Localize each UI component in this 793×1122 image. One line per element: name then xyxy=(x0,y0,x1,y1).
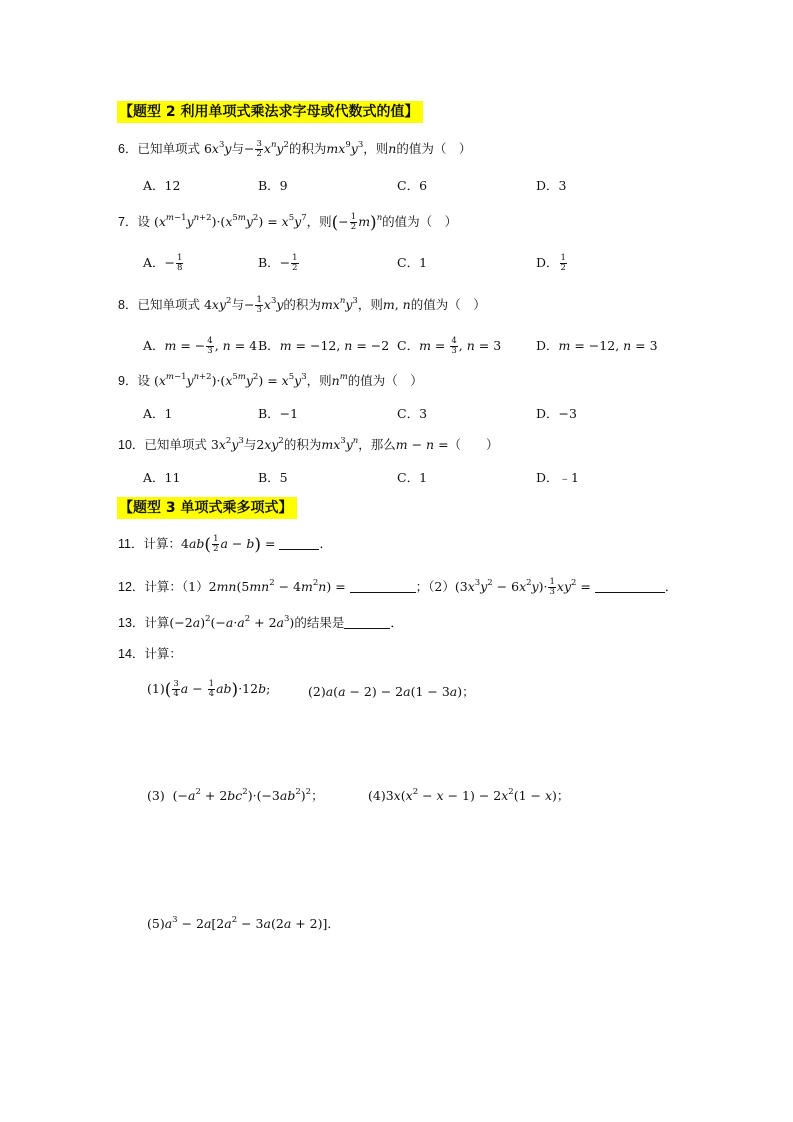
option-d[interactable]: D．m = −12, n = 3 xyxy=(536,338,658,353)
question-9: 9．设 $(x^{m-1}y^{n+2})\cdot(x^{5m}y^2) = x^5y^3$，则$n^m$的值为（ ） xyxy=(118,372,423,388)
question-14 xyxy=(118,645,182,663)
question-text: 的值为（ ） xyxy=(347,373,423,388)
question-text: 的值为（ ） xyxy=(382,214,458,229)
question-text: ，则 xyxy=(306,214,332,229)
question-text: 计算：（1） xyxy=(144,579,209,594)
question-text: （ ） xyxy=(448,437,499,452)
option-c[interactable]: C．3 xyxy=(397,406,428,421)
question-text: 设 xyxy=(137,373,150,388)
subproblem-5: $(5)a^3 - 2a[2a^2 - 3a(2a + 2)]$． xyxy=(147,915,340,931)
section-heading-3: 【题型 3 单项式乘多项式】 xyxy=(117,497,297,519)
option-a[interactable]: A．1 xyxy=(143,406,173,421)
subproblem-label: (5) xyxy=(147,916,165,931)
question-text: 计算 xyxy=(144,615,170,630)
question-text: 的值为（ ） xyxy=(410,297,486,312)
option-a[interactable]: A．11 xyxy=(143,470,181,485)
option-c[interactable]: C．m = $\frac{4}{3}$ , n = 3 xyxy=(397,336,502,356)
question-number: 9． xyxy=(118,374,138,388)
question-text: 设 xyxy=(137,214,150,229)
option-d[interactable]: D．﹣1 xyxy=(536,470,579,485)
subproblem-label: (4) xyxy=(368,788,386,803)
option-b[interactable]: B．− $\frac{1}{2}$ xyxy=(258,253,298,273)
subproblem-4: $(4)3x(x^2 - x - 1) - 2x^2(1 - x)$； xyxy=(368,787,570,803)
question-number: 8． xyxy=(118,298,138,312)
subproblem-label: (2) xyxy=(308,684,326,699)
question-text: ，则 xyxy=(363,141,389,156)
answer-blank[interactable] xyxy=(279,537,319,550)
question-number: 13． xyxy=(118,616,145,630)
question-text: 的积为 xyxy=(288,141,327,156)
question-text: 与 xyxy=(243,437,257,452)
option-b[interactable]: B．−1 xyxy=(258,406,299,421)
option-c[interactable]: C．1 xyxy=(397,255,428,270)
question-text: 已知单项式 xyxy=(144,437,207,452)
question-12: 12．计算：$(1)2mn(5mn^2 - 4m^2n)$ = ；$(2)(3x^3y^2 - 6x^2y)\cdot$ $\frac{1}{3}$ $xy^2$ = ． xyxy=(118,577,678,597)
question-number: 10． xyxy=(118,438,145,452)
option-b[interactable]: B．m = −12, n = −2 xyxy=(258,338,390,353)
option-c[interactable]: C．6 xyxy=(397,178,428,193)
question-11: 11．计算：4ab( $\frac{1}{2}$ a − b) = ． xyxy=(118,534,332,555)
question-6: 6．已知单项式 $6x^3y$与− $\frac{3}{2}$ $x^ny^2$的积为$mx^9y^3$，则n的值为（ ） xyxy=(118,139,472,159)
subproblem-3: (3) $(-a^2 + 2bc^2)\cdot(-3ab^2)^2$； xyxy=(147,787,324,803)
section-heading-2: 【题型 2 利用单项式乘法求字母或代数式的值】 xyxy=(117,101,423,123)
answer-blank[interactable] xyxy=(350,580,416,593)
question-10: 10．已知单项式 $3x^2y^3$与$2xy^2$的积为$mx^3y^n$，那么m − n =（ ） xyxy=(118,436,499,452)
subproblem-1: (1)( $\frac{3}{4}$ a − $\frac{1}{4}$ ab)·12b; xyxy=(147,679,271,700)
subproblem-2: (2)a(a − 2) − 2a(1 − 3a)； xyxy=(308,684,475,699)
option-d[interactable]: D．−3 xyxy=(536,406,577,421)
question-number: 12． xyxy=(118,580,145,594)
question-7: 7．设 $(x^{m-1}y^{n+2})\cdot(x^{5m}y^2) = x^5y^7$，则(− $\frac{1}{2}$ m)$^n$的值为（ ） xyxy=(118,212,458,233)
question-text: 的值为（ ） xyxy=(396,141,472,156)
question-number: 11． xyxy=(118,537,144,551)
option-d[interactable]: D．3 xyxy=(536,178,567,193)
question-text: 计算： xyxy=(144,646,182,661)
question-text: ，那么 xyxy=(358,437,396,452)
question-text: 的结果是 xyxy=(294,615,345,630)
answer-blank[interactable] xyxy=(595,580,665,593)
answer-blank[interactable] xyxy=(344,616,390,629)
question-number: 7． xyxy=(118,215,138,229)
question-number: 14． xyxy=(118,647,145,661)
question-8: 8．已知单项式 $4xy^2$与− $\frac{1}{3}$ $x^3y$的积为$mx^ny^3$，则m, n的值为（ ） xyxy=(118,295,486,315)
subproblem-label: (3) xyxy=(147,788,165,803)
option-a[interactable]: A．− $\frac{1}{8}$ xyxy=(143,253,183,273)
question-text: ，则 xyxy=(357,297,383,312)
question-text: 的积为 xyxy=(283,297,321,312)
question-text: ，则 xyxy=(306,373,332,388)
question-number: 6． xyxy=(118,142,138,156)
question-text: 的积为 xyxy=(283,437,322,452)
subproblem-label: (1) xyxy=(147,681,165,696)
question-text: 与 xyxy=(231,141,244,156)
question-text: 与 xyxy=(231,297,244,312)
option-a[interactable]: A．m = − $\frac{4}{3}$ , n = 4 xyxy=(143,336,258,356)
option-b[interactable]: B．5 xyxy=(258,470,288,485)
question-13: 13．计算$(-2a)^2(-a\cdot a^2 + 2a^3)$的结果是 ． xyxy=(118,614,403,630)
option-b[interactable]: B．9 xyxy=(258,178,288,193)
option-c[interactable]: C．1 xyxy=(397,470,428,485)
option-d[interactable]: D． $\frac{1}{2}$ xyxy=(536,253,566,273)
question-text: 已知单项式 xyxy=(137,297,200,312)
option-a[interactable]: A．12 xyxy=(143,178,181,193)
question-text: 计算： xyxy=(143,536,181,551)
question-text: 已知单项式 xyxy=(137,141,200,156)
